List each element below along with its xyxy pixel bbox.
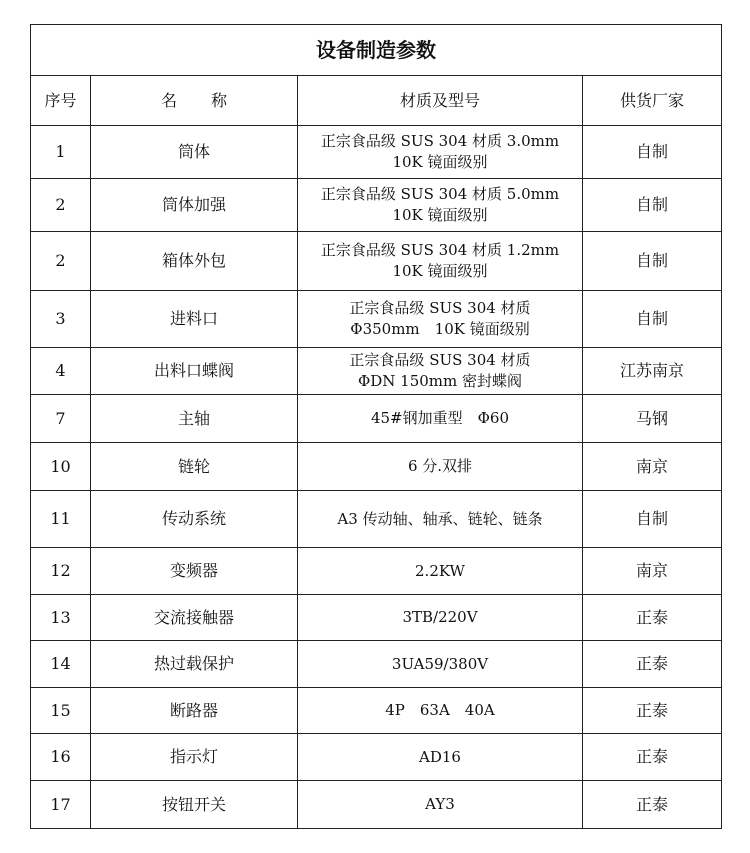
cell-index: 1 — [31, 126, 91, 179]
cell-material — [298, 688, 583, 734]
cell-index: 11 — [31, 491, 91, 548]
cell-name: 断路器 — [91, 688, 298, 734]
cell-material — [298, 595, 583, 641]
cell-name: 指示灯 — [91, 734, 298, 781]
cell-material — [298, 179, 583, 232]
material-line-1: 正宗食品级 SUS 304 材质 1.2mm — [320, 241, 560, 259]
cell-index: 3 — [31, 291, 91, 348]
header-index: 序号 — [31, 76, 91, 126]
cell-material — [298, 348, 583, 395]
cell-material — [298, 126, 583, 179]
table-row — [31, 232, 722, 291]
cell-material — [298, 734, 583, 781]
header-name-part-a: 名 — [160, 90, 177, 110]
table-row — [31, 395, 722, 443]
cell-index: 2 — [31, 179, 91, 232]
cell-material — [298, 232, 583, 291]
cell-supplier: 自制 — [583, 179, 722, 232]
cell-name: 链轮 — [91, 443, 298, 491]
cell-name: 热过载保护 — [91, 641, 298, 688]
cell-index: 2 — [31, 232, 91, 291]
cell-index: 12 — [31, 548, 91, 595]
cell-material — [298, 491, 583, 548]
table-row — [31, 734, 722, 781]
cell-index: 4 — [31, 348, 91, 395]
material-line-1: A3 传动轴、轴承、链轮、链条 — [337, 509, 543, 528]
header-row — [31, 76, 722, 126]
cell-supplier: 江苏南京 — [583, 348, 722, 395]
table-row — [31, 548, 722, 595]
material-line-1: 正宗食品级 SUS 304 材质 5.0mm — [320, 185, 560, 203]
material-line-1: 3TB/220V — [402, 608, 478, 626]
material-line-1: AD16 — [419, 747, 461, 766]
cell-index: 7 — [31, 395, 91, 443]
material-line-1: 45#钢加重型 Φ60 — [370, 409, 510, 427]
cell-supplier: 正泰 — [583, 688, 722, 734]
cell-supplier: 正泰 — [583, 734, 722, 781]
table-title: 设备制造参数 — [31, 25, 722, 76]
cell-index: 17 — [31, 781, 91, 829]
material-line-1: 3UA59/380V — [391, 654, 489, 673]
cell-name: 传动系统 — [91, 491, 298, 548]
cell-name: 进料口 — [91, 291, 298, 348]
cell-name: 主轴 — [91, 395, 298, 443]
cell-name: 筒体 — [91, 126, 298, 179]
cell-index: 16 — [31, 734, 91, 781]
cell-supplier: 南京 — [583, 548, 722, 595]
cell-name: 出料口蝶阀 — [91, 348, 298, 395]
table-row — [31, 595, 722, 641]
table-row — [31, 443, 722, 491]
cell-name: 交流接触器 — [91, 595, 298, 641]
cell-index: 14 — [31, 641, 91, 688]
cell-supplier: 马钢 — [583, 395, 722, 443]
material-line-2: ΦDN 150mm 密封蝶阀 — [357, 372, 523, 390]
header-name — [91, 76, 298, 126]
table-row — [31, 491, 722, 548]
cell-supplier: 自制 — [583, 232, 722, 291]
cell-material — [298, 443, 583, 491]
table-row — [31, 688, 722, 734]
equipment-params-table — [30, 24, 722, 829]
cell-material — [298, 548, 583, 595]
cell-name: 变频器 — [91, 548, 298, 595]
material-line-2: 10K 镜面级别 — [392, 206, 488, 224]
cell-supplier: 正泰 — [583, 595, 722, 641]
header-supplier: 供货厂家 — [583, 76, 722, 126]
table-row — [31, 641, 722, 688]
cell-supplier: 正泰 — [583, 781, 722, 829]
table-row — [31, 291, 722, 348]
cell-index: 13 — [31, 595, 91, 641]
header-material: 材质及型号 — [298, 76, 583, 126]
material-line-1: 2.2KW — [415, 561, 465, 580]
material-line-1: 正宗食品级 SUS 304 材质 — [349, 351, 531, 369]
material-line-2: 10K 镜面级别 — [392, 262, 488, 280]
cell-name: 按钮开关 — [91, 781, 298, 829]
material-line-1: 6 分.双排 — [407, 457, 473, 475]
cell-supplier: 自制 — [583, 291, 722, 348]
cell-material — [298, 641, 583, 688]
cell-index: 15 — [31, 688, 91, 734]
table-row — [31, 781, 722, 829]
material-line-2: 10K 镜面级别 — [392, 153, 488, 171]
material-line-2: Φ350mm 10K 镜面级别 — [350, 320, 530, 338]
cell-index: 10 — [31, 443, 91, 491]
table-row — [31, 179, 722, 232]
material-line-1: 正宗食品级 SUS 304 材质 — [349, 299, 531, 317]
cell-material — [298, 395, 583, 443]
table-row — [31, 348, 722, 395]
cell-name: 箱体外包 — [91, 232, 298, 291]
table-row — [31, 126, 722, 179]
cell-material — [298, 781, 583, 829]
header-name-part-b: 称 — [211, 90, 228, 110]
cell-name: 筒体加强 — [91, 179, 298, 232]
material-line-1: 4P 63A 40A — [385, 701, 495, 719]
material-line-1: AY3 — [425, 795, 455, 813]
cell-supplier: 南京 — [583, 443, 722, 491]
cell-supplier: 自制 — [583, 491, 722, 548]
cell-material — [298, 291, 583, 348]
cell-supplier: 正泰 — [583, 641, 722, 688]
material-line-1: 正宗食品级 SUS 304 材质 3.0mm — [320, 132, 560, 150]
cell-supplier: 自制 — [583, 126, 722, 179]
